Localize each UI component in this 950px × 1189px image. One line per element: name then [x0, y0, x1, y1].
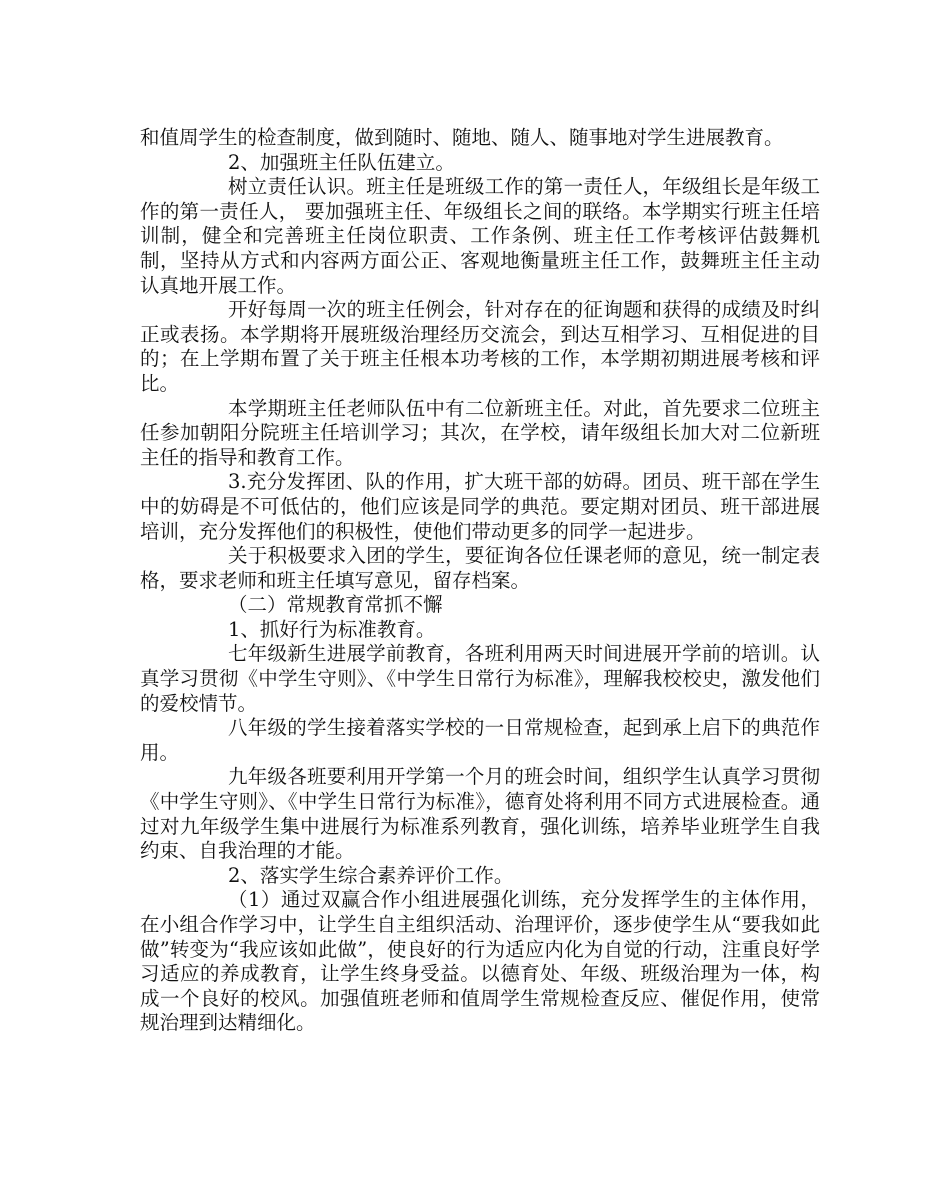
document-body: [140, 126, 820, 1036]
paragraph: （1）通过双赢合作小组进展强化训练，充分发挥学生的主体作用，在小组合作学习中，让学生自主组织活动、治理评价，逐步使学生从“要我如此做”转变为“我应该如此做”，使良好的行为适应内化为自觉的行动，注重良好学习适应的养成教育，让学生终身受益。以德育处、年级、班级治理为一体，构成一个良好的校风。加强值班老师和值周学生常规检查反应、催促作用，使常规治理到达精细化。: [140, 888, 820, 1035]
paragraph: 开好每周一次的班主任例会，针对存在的征询题和获得的成绩及时纠正或表扬。本学期将开展班级治理经历交流会，到达互相学习、互相促进的目的；在上学期布置了关于班主任根本功考核的工作，本学期初期进展考核和评比。: [140, 298, 820, 395]
paragraph: 和值周学生的检查制度，做到随时、随地、随人、随事地对学生进展教育。: [140, 126, 784, 149]
paragraph: 八年级的学生接着落实学校的一日常规检查，起到承上启下的典范作用。: [140, 716, 820, 764]
paragraph: 树立责任认识。班主任是班级工作的第一责任人，年级组长是年级工作的第一责任人， 要加强班主任、年级组长之间的联络。本学期实行班主任培训制，健全和完善班主任岗位职责、工作条例、班主任工作考核评估鼓舞机制，坚持从方式和内容两方面公正、客观地衡量班主任工作，鼓舞班主任主动认真地开展工作。: [140, 175, 820, 297]
section-heading: 1、抓好行为标准教育。: [228, 617, 436, 641]
section-heading: 2、加强班主任队伍建立。: [228, 150, 455, 174]
paragraph: 3.充分发挥团、队的作用，扩大班干部的妨碍。团员、班干部在学生中的妨碍是不可低估的，他们应该是同学的典范。要定期对团员、班干部进展培训，充分发挥他们的积极性，使他们带动更多的同学一起进步。: [140, 470, 820, 543]
paragraph: 七年级新生进展学前教育，各班利用两天时间进展开学前的培训。认真学习贯彻《中学生守则》、《中学生日常行为标准》，理解我校校史，激发他们的爱校情节。: [140, 642, 820, 715]
section-heading: 2、落实学生综合素养评价工作。: [228, 863, 514, 887]
paragraph: 本学期班主任老师队伍中有二位新班主任。对此，首先要求二位班主任参加朝阳分院班主任培训学习；其次，在学校，请年级组长加大对二位新班主任的指导和教育工作。: [140, 396, 820, 469]
section-heading: （二）常规教育常抓不懈: [228, 593, 443, 617]
paragraph: 九年级各班要利用开学第一个月的班会时间，组织学生认真学习贯彻《中学生守则》、《中学生日常行为标准》，德育处将利用不同方式进展检查。通过对九年级学生集中进展行为标准系列教育，强化训练，培养毕业班学生自我约束、自我治理的才能。: [140, 765, 820, 863]
paragraph: 关于积极要求入团的学生，要征询各位任课老师的意见，统一制定表格，要求老师和班主任填写意见，留存档案。: [140, 544, 820, 592]
